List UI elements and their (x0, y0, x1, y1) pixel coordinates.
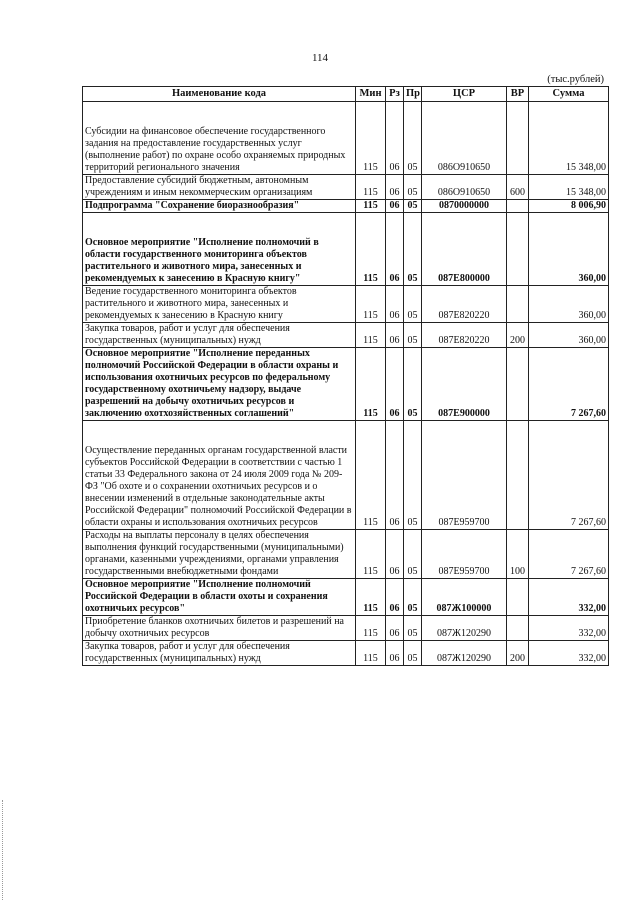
cell-vr: 100 (507, 530, 529, 579)
cell-rz: 06 (386, 530, 404, 579)
cell-vr (507, 213, 529, 286)
table-row (83, 200, 609, 213)
cell-vr (507, 200, 529, 213)
cell-name: Ведение государственного мониторинга объектов растительного и животного мира, занесенных и рекомендуемых к занесению в Красную книгу (83, 286, 356, 323)
table-row (83, 579, 609, 616)
cell-name: Осуществление переданных органам государственной власти субъектов Российской Федерации в соответствии с частью 1 статьи 33 Федерального закона от 24 июля 2009 года № 209-ФЗ "Об охоте и о сохранении охотничьих ресурсов и о внесении изменений в отдельные законодательные акты Российской Федерации" полномочий Российской Федерации в области охраны и использования охотничьих ресурсов (83, 421, 356, 530)
table-row (83, 348, 609, 421)
cell-csr: 087Е820220 (422, 323, 507, 348)
cell-rz: 06 (386, 579, 404, 616)
cell-name: Закупка товаров, работ и услуг для обеспечения государственных (муниципальных) нужд (83, 323, 356, 348)
cell-name: Закупка товаров, работ и услуг для обеспечения государственных (муниципальных) нужд (83, 641, 356, 666)
budget-table (82, 86, 609, 666)
cell-csr: 087Ж120290 (422, 641, 507, 666)
cell-min: 115 (356, 579, 386, 616)
cell-min: 115 (356, 200, 386, 213)
cell-pr: 05 (404, 530, 422, 579)
cell-rz: 06 (386, 200, 404, 213)
cell-rz: 06 (386, 213, 404, 286)
cell-min: 115 (356, 102, 386, 175)
cell-pr: 05 (404, 323, 422, 348)
page-number: 114 (311, 52, 329, 64)
cell-csr: 0870000000 (422, 200, 507, 213)
table-row (83, 421, 609, 530)
cell-min: 115 (356, 323, 386, 348)
cell-pr: 05 (404, 641, 422, 666)
cell-sum: 360,00 (529, 213, 609, 286)
col-header-name: Наименование кода (83, 87, 356, 102)
cell-vr (507, 616, 529, 641)
cell-csr: 086О910650 (422, 102, 507, 175)
cell-name: Субсидии на финансовое обеспечение государственного задания на предоставление государственных услуг (выполнение работ) по охране особо охраняемых природных территорий регионального значения (83, 102, 356, 175)
cell-min: 115 (356, 641, 386, 666)
cell-pr: 05 (404, 102, 422, 175)
cell-pr: 05 (404, 286, 422, 323)
cell-csr: 087Е900000 (422, 348, 507, 421)
cell-sum: 332,00 (529, 616, 609, 641)
unit-note: (тыс.рублей) (547, 74, 604, 85)
cell-rz: 06 (386, 421, 404, 530)
cell-name: Расходы на выплаты персоналу в целях обеспечения выполнения функций государственными (муниципальными) органами, казенными учреждениями, органами управления государственными внебюджетными фондами (83, 530, 356, 579)
cell-rz: 06 (386, 175, 404, 200)
table-header-row (83, 87, 609, 102)
col-header-csr: ЦСР (422, 87, 507, 102)
col-header-min: Мин (356, 87, 386, 102)
cell-sum: 15 348,00 (529, 175, 609, 200)
cell-name: Подпрограмма "Сохранение биоразнообразия" (83, 200, 356, 213)
cell-sum: 360,00 (529, 323, 609, 348)
cell-sum: 7 267,60 (529, 348, 609, 421)
cell-min: 115 (356, 530, 386, 579)
cell-min: 115 (356, 348, 386, 421)
cell-rz: 06 (386, 641, 404, 666)
cell-csr: 087Е820220 (422, 286, 507, 323)
cell-sum: 15 348,00 (529, 102, 609, 175)
cell-pr: 05 (404, 348, 422, 421)
cell-vr: 200 (507, 323, 529, 348)
cell-vr (507, 102, 529, 175)
cell-rz: 06 (386, 286, 404, 323)
cell-name: Основное мероприятие "Исполнение переданных полномочий Российской Федерации в области охраны и использования охотничьих ресурсов по федеральному государственному охотничьему надзору, выдаче разрешений на добычу охотничьих ресурсов и заключению охотхозяйственных соглашений" (83, 348, 356, 421)
cell-sum: 360,00 (529, 286, 609, 323)
col-header-sum: Сумма (529, 87, 609, 102)
cell-min: 115 (356, 616, 386, 641)
cell-name: Приобретение бланков охотничьих билетов и разрешений на добычу охотничьих ресурсов (83, 616, 356, 641)
table-row (83, 102, 609, 175)
cell-name: Предоставление субсидий бюджетным, автономным учреждениям и иным некоммерческим организациям (83, 175, 356, 200)
cell-csr: 086О910650 (422, 175, 507, 200)
cell-sum: 332,00 (529, 579, 609, 616)
cell-min: 115 (356, 421, 386, 530)
cell-pr: 05 (404, 421, 422, 530)
cell-vr (507, 579, 529, 616)
cell-vr (507, 421, 529, 530)
table-body (83, 102, 609, 666)
cell-sum: 332,00 (529, 641, 609, 666)
cell-csr: 087Е959700 (422, 421, 507, 530)
cell-sum: 7 267,60 (529, 530, 609, 579)
col-header-rz: Рз (386, 87, 404, 102)
cell-pr: 05 (404, 579, 422, 616)
table-row (83, 213, 609, 286)
cell-rz: 06 (386, 348, 404, 421)
cell-sum: 8 006,90 (529, 200, 609, 213)
cell-rz: 06 (386, 616, 404, 641)
cell-min: 115 (356, 286, 386, 323)
table-row (83, 323, 609, 348)
col-header-pr: Пр (404, 87, 422, 102)
cell-pr: 05 (404, 175, 422, 200)
cell-min: 115 (356, 175, 386, 200)
cell-sum: 7 267,60 (529, 421, 609, 530)
cell-name: Основное мероприятие "Исполнение полномочий Российской Федерации в области охоты и сохранения охотничьих ресурсов" (83, 579, 356, 616)
cell-csr: 087Ж120290 (422, 616, 507, 641)
cell-vr: 200 (507, 641, 529, 666)
col-header-vr: ВР (507, 87, 529, 102)
cell-csr: 087Е800000 (422, 213, 507, 286)
table-row (83, 175, 609, 200)
table-row (83, 286, 609, 323)
cell-vr: 600 (507, 175, 529, 200)
cell-csr: 087Ж100000 (422, 579, 507, 616)
cell-name: Основное мероприятие "Исполнение полномочий в области государственного мониторинга объектов растительного и животного мира, занесенных и рекомендуемых к занесению в Красную книгу" (83, 213, 356, 286)
cell-pr: 05 (404, 213, 422, 286)
cell-pr: 05 (404, 200, 422, 213)
table-row (83, 616, 609, 641)
cell-pr: 05 (404, 616, 422, 641)
cell-min: 115 (356, 213, 386, 286)
cell-rz: 06 (386, 323, 404, 348)
cell-csr: 087Е959700 (422, 530, 507, 579)
table-row (83, 530, 609, 579)
table-row (83, 641, 609, 666)
cell-vr (507, 348, 529, 421)
cell-rz: 06 (386, 102, 404, 175)
scan-edge-marks (2, 800, 9, 900)
cell-vr (507, 286, 529, 323)
